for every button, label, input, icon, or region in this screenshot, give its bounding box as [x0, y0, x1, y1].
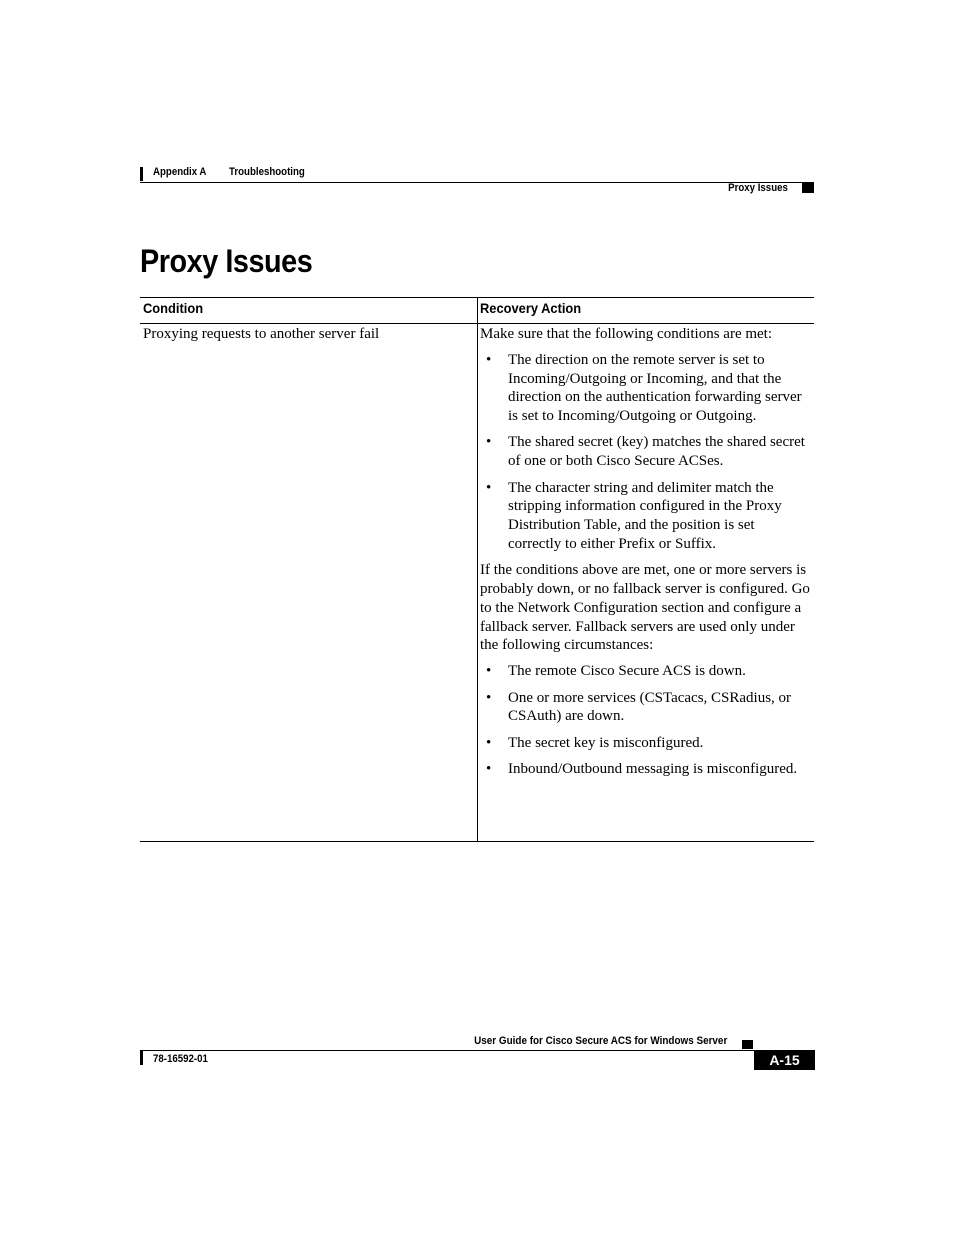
conditions-list	[480, 351, 810, 554]
list-item-text: One or more services (CSTacacs, CSRadius, or CSAuth) are down.	[508, 689, 792, 725]
bullet-glyph: •	[486, 689, 492, 706]
bullet-glyph: •	[486, 734, 492, 751]
list-item-text: The remote Cisco Secure ACS is down.	[508, 663, 746, 680]
header-rule	[140, 182, 814, 183]
column-header-condition: Condition	[143, 300, 204, 316]
page-number-badge: A-15	[754, 1050, 815, 1070]
list-item	[480, 433, 810, 471]
recovery-intro: Make sure that the following conditions are met:	[480, 326, 773, 342]
header-appendix: Appendix A	[153, 166, 207, 178]
list-item	[480, 734, 810, 753]
fallback-circumstances-list	[480, 662, 810, 778]
list-item	[480, 351, 810, 426]
bullet-glyph: •	[486, 760, 492, 777]
list-item	[480, 479, 810, 554]
list-item	[480, 662, 810, 681]
condition-cell: Proxying requests to another server fail	[143, 326, 380, 342]
list-item	[480, 760, 810, 779]
page-title: Proxy Issues	[140, 243, 313, 279]
bullet-glyph: •	[486, 351, 492, 368]
column-header-recovery-action: Recovery Action	[480, 300, 582, 316]
list-item-text: The secret key is misconfigured.	[508, 734, 704, 751]
bullet-glyph: •	[486, 479, 492, 496]
recovery-paragraph: If the conditions above are met, one or more servers is probably down, or no fallback server is configured. Go to the Network Configuration section and configure a fallback server. Fallback servers are used only under the following circumstances:	[480, 562, 810, 654]
list-item	[480, 689, 810, 727]
list-item-text: Inbound/Outbound messaging is misconfigured.	[508, 760, 798, 777]
footer-marker-bar	[140, 1051, 143, 1065]
list-item-text: The shared secret (key) matches the shared secret of one or both Cisco Secure ACSes.	[508, 434, 805, 470]
footer-guide-title: User Guide for Cisco Secure ACS for Windows Server	[473, 1035, 727, 1047]
bullet-glyph: •	[486, 663, 492, 680]
header-chapter: Troubleshooting	[229, 166, 305, 178]
header-marker-square	[802, 183, 814, 193]
header-marker-bar	[140, 167, 143, 181]
footer-rule	[140, 1050, 814, 1051]
list-item-text: The character string and delimiter match the stripping information configured in the Proxy Distribution Table, and the position is set correctly to either Prefix or Suffix.	[508, 479, 782, 552]
recovery-action-cell	[480, 325, 810, 786]
header-section: Proxy Issues	[728, 182, 788, 194]
bullet-glyph: •	[486, 434, 492, 451]
footer-doc-number: 78-16592-01	[153, 1053, 208, 1065]
footer-marker-square	[742, 1040, 753, 1049]
list-item-text: The direction on the remote server is set to Incoming/Outgoing or Incoming, and that the direction on the authentication forwarding server is set to Incoming/Outgoing or Outgoing.	[508, 351, 802, 425]
table-column-divider	[477, 297, 478, 842]
